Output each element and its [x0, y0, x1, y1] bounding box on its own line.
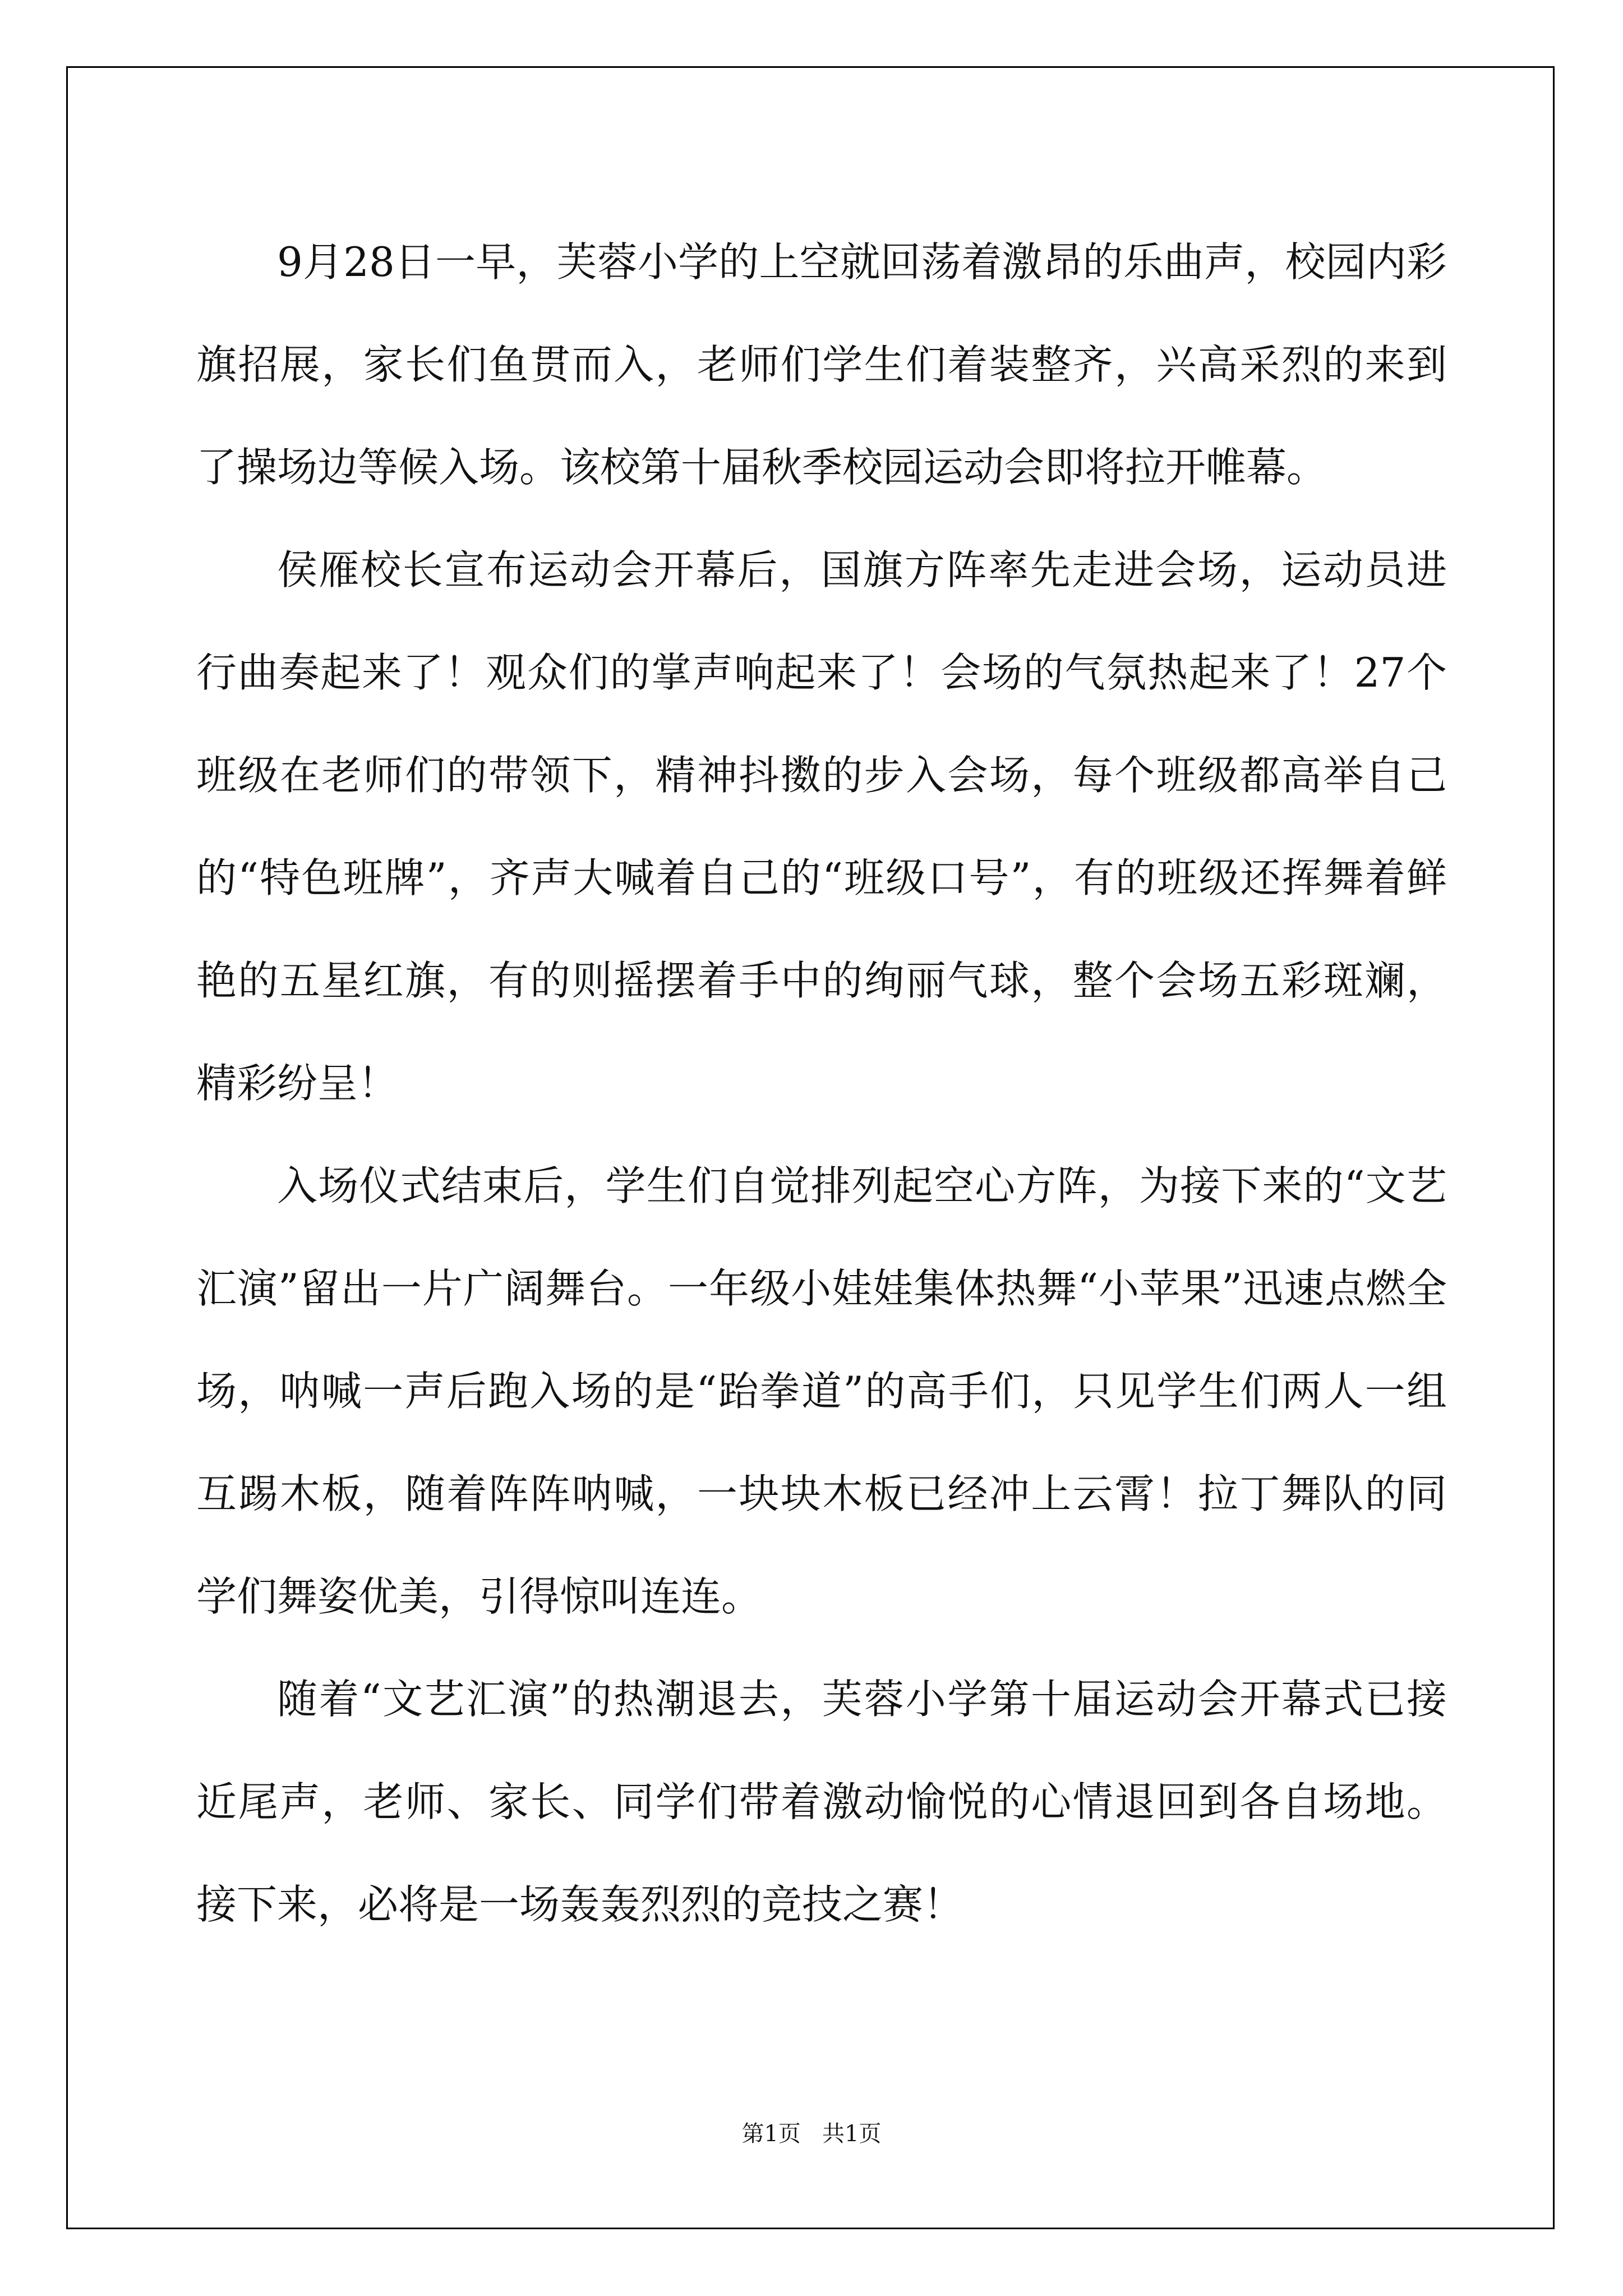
paragraph-3: 入场仪式结束后，学生们自觉排列起空心方阵，为接下来的“文艺汇演”留出一片广阔舞台。一年级小娃娃集体热舞“小苹果”迅速点燃全场，呐喊一声后跑入场的是“跆拳道”的高手们，只见学生们两人一组互踢木板，随着阵阵呐喊，一块块木板已经冲上云霄！拉丁舞队的同学们舞姿优美，引得惊叫连连。 — [196, 1162, 1447, 1620]
paragraph-1: 9月28日一早，芙蓉小学的上空就回荡着激昂的乐曲声，校园内彩旗招展，家长们鱼贯而入，老师们学生们着装整齐，兴高采烈的来到了操场边等候入场。该校第十届秋季校园运动会即将拉开帷幕。 — [196, 238, 1447, 491]
document-body — [196, 211, 1447, 1956]
paragraph-2: 侯雁校长宣布运动会开幕后，国旗方阵率先走进会场，运动员进行曲奏起来了！观众们的掌声响起来了！会场的气氛热起来了！27个班级在老师们的带领下，精神抖擞的步入会场，每个班级都高举自己的“特色班牌”，齐声大喊着自己的“班级口号”，有的班级还挥舞着鲜艳的五星红旗，有的则摇摆着手中的绚丽气球，整个会场五彩斑斓，精彩纷呈！ — [196, 546, 1447, 1107]
paragraph-4: 随着“文艺汇演”的热潮退去，芙蓉小学第十届运动会开幕式已接近尾声，老师、家长、同学们带着激动愉悦的心情退回到各自场地。接下来，必将是一场轰轰烈烈的竞技之赛！ — [196, 1676, 1447, 1928]
page-number: 第1页 共1页 — [741, 2121, 882, 2147]
